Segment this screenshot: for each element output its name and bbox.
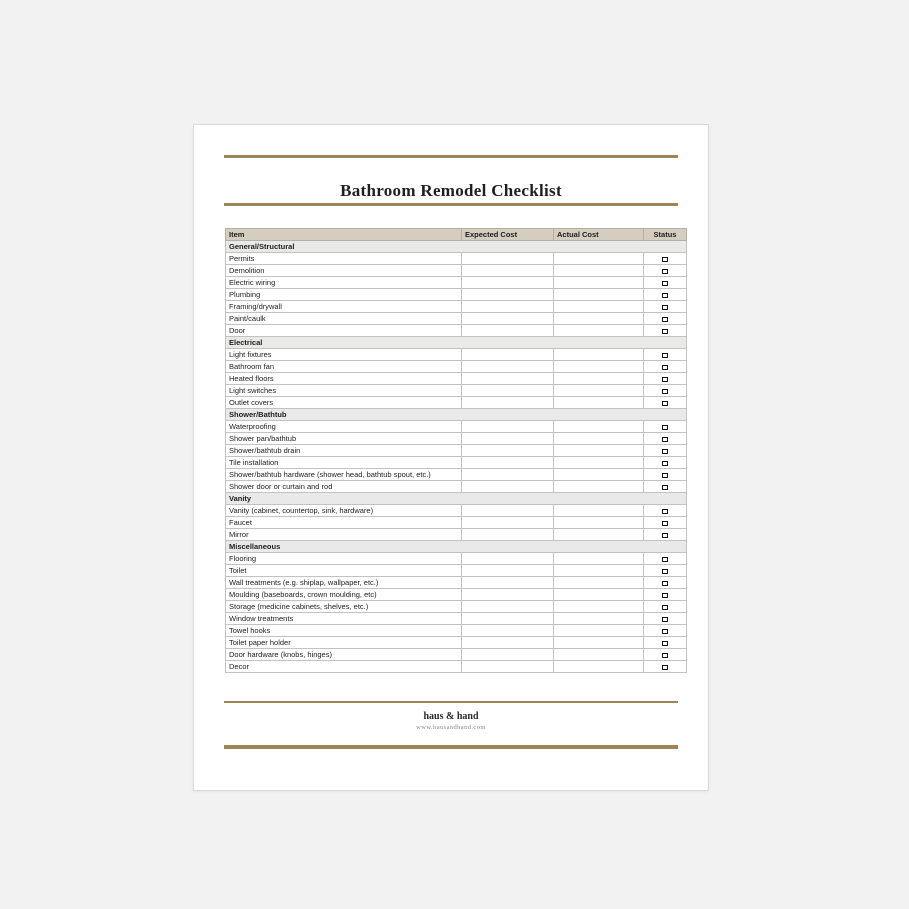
expected-cost-cell[interactable] [462,565,554,577]
item-row [226,313,687,325]
status-cell [644,565,687,577]
actual-cost-cell[interactable] [554,457,644,469]
status-cell [644,481,687,493]
item-label: Tile installation [226,457,462,469]
actual-cost-cell[interactable] [554,481,644,493]
status-cell [644,277,687,289]
actual-cost-cell[interactable] [554,289,644,301]
actual-cost-cell[interactable] [554,625,644,637]
item-label: Framing/drywall [226,301,462,313]
status-cell [644,577,687,589]
status-cell [644,457,687,469]
actual-cost-cell[interactable] [554,277,644,289]
status-checkbox-icon[interactable] [662,449,668,454]
status-cell [644,361,687,373]
actual-cost-cell[interactable] [554,553,644,565]
expected-cost-cell[interactable] [462,445,554,457]
expected-cost-cell[interactable] [462,613,554,625]
actual-cost-cell[interactable] [554,649,644,661]
status-cell [644,265,687,277]
status-checkbox-icon[interactable] [662,425,668,430]
item-label: Toilet paper holder [226,637,462,649]
status-cell [644,469,687,481]
item-label: Bathroom fan [226,361,462,373]
status-cell [644,625,687,637]
expected-cost-cell[interactable] [462,625,554,637]
actual-cost-cell[interactable] [554,589,644,601]
expected-cost-cell[interactable] [462,553,554,565]
status-cell [644,517,687,529]
item-label: Shower/bathtub drain [226,445,462,457]
footer-bottom-rule [224,745,678,749]
expected-cost-cell[interactable] [462,277,554,289]
expected-cost-cell[interactable] [462,433,554,445]
item-label: Mirror [226,529,462,541]
item-row [226,325,687,337]
status-checkbox-icon[interactable] [662,665,668,670]
item-label: Shower door or curtain and rod [226,481,462,493]
footer-brand: haus & hand [423,711,479,722]
item-label: Window treatments [226,613,462,625]
status-cell [644,529,687,541]
item-label: Plumbing [226,289,462,301]
status-checkbox-icon[interactable] [662,629,668,634]
section-label: Shower/Bathtub [226,409,687,421]
status-checkbox-icon[interactable] [662,617,668,622]
item-label: Waterproofing [226,421,462,433]
expected-cost-cell[interactable] [462,529,554,541]
status-cell [644,613,687,625]
item-row [226,577,687,589]
item-label: Outlet covers [226,397,462,409]
actual-cost-cell[interactable] [554,601,644,613]
expected-cost-cell[interactable] [462,589,554,601]
section-row [226,409,687,421]
status-cell [644,373,687,385]
item-label: Permits [226,253,462,265]
expected-cost-cell[interactable] [462,325,554,337]
column-header-item: Item [226,229,462,241]
status-checkbox-icon[interactable] [662,653,668,658]
item-label: Heated floors [226,373,462,385]
expected-cost-cell[interactable] [462,457,554,469]
status-checkbox-icon[interactable] [662,569,668,574]
status-cell [644,385,687,397]
actual-cost-cell[interactable] [554,565,644,577]
status-cell [644,661,687,673]
expected-cost-cell[interactable] [462,373,554,385]
actual-cost-cell[interactable] [554,433,644,445]
item-row [226,361,687,373]
item-row [226,529,687,541]
actual-cost-cell[interactable] [554,445,644,457]
status-cell [644,601,687,613]
expected-cost-cell[interactable] [462,385,554,397]
status-checkbox-icon[interactable] [662,485,668,490]
actual-cost-cell[interactable] [554,361,644,373]
status-checkbox-icon[interactable] [662,365,668,370]
item-label: Door [226,325,462,337]
item-label: Vanity (cabinet, countertop, sink, hardware) [226,505,462,517]
item-row [226,649,687,661]
expected-cost-cell[interactable] [462,505,554,517]
item-label: Storage (medicine cabinets, shelves, etc.) [226,601,462,613]
item-label: Decor [226,661,462,673]
item-label: Toilet [226,565,462,577]
item-row [226,469,687,481]
status-checkbox-icon[interactable] [662,593,668,598]
section-label: Vanity [226,493,687,505]
status-checkbox-icon[interactable] [662,305,668,310]
status-checkbox-icon[interactable] [662,377,668,382]
status-checkbox-icon[interactable] [662,461,668,466]
item-label: Towel hooks [226,625,462,637]
header-bottom-rule [224,203,678,206]
actual-cost-cell[interactable] [554,529,644,541]
actual-cost-cell[interactable] [554,505,644,517]
item-label: Electric wiring [226,277,462,289]
item-row [226,637,687,649]
status-cell [644,289,687,301]
item-row [226,601,687,613]
expected-cost-cell[interactable] [462,349,554,361]
expected-cost-cell[interactable] [462,517,554,529]
item-row [226,397,687,409]
item-label: Shower pan/bathtub [226,433,462,445]
actual-cost-cell[interactable] [554,313,644,325]
status-cell [644,397,687,409]
status-cell [644,253,687,265]
actual-cost-cell[interactable] [554,301,644,313]
actual-cost-cell[interactable] [554,253,644,265]
section-row [226,493,687,505]
item-row [226,373,687,385]
table-header-row [226,229,687,241]
item-row [226,457,687,469]
item-row [226,613,687,625]
item-label: Wall treatments (e.g. shiplap, wallpaper, etc.) [226,577,462,589]
actual-cost-cell[interactable] [554,265,644,277]
expected-cost-cell[interactable] [462,637,554,649]
actual-cost-cell[interactable] [554,397,644,409]
item-row [226,481,687,493]
status-checkbox-icon[interactable] [662,557,668,562]
item-row [226,553,687,565]
item-row [226,289,687,301]
actual-cost-cell[interactable] [554,373,644,385]
checklist-table [225,228,687,673]
item-row [226,421,687,433]
section-label: Electrical [226,337,687,349]
column-header-expected-cost: Expected Cost [462,229,554,241]
actual-cost-cell[interactable] [554,517,644,529]
expected-cost-cell[interactable] [462,253,554,265]
status-checkbox-icon[interactable] [662,521,668,526]
actual-cost-cell[interactable] [554,613,644,625]
status-checkbox-icon[interactable] [662,605,668,610]
section-label: Miscellaneous [226,541,687,553]
actual-cost-cell[interactable] [554,469,644,481]
status-cell [644,637,687,649]
status-checkbox-icon[interactable] [662,389,668,394]
item-row [226,253,687,265]
item-row [226,301,687,313]
item-row [226,517,687,529]
document-page [193,124,709,791]
expected-cost-cell[interactable] [462,313,554,325]
column-header-actual-cost: Actual Cost [554,229,644,241]
item-label: Door hardware (knobs, hinges) [226,649,462,661]
status-checkbox-icon[interactable] [662,257,668,262]
expected-cost-cell[interactable] [462,301,554,313]
item-row [226,589,687,601]
status-checkbox-icon[interactable] [662,581,668,586]
expected-cost-cell[interactable] [462,469,554,481]
item-row [226,505,687,517]
actual-cost-cell[interactable] [554,577,644,589]
item-label: Shower/bathtub hardware (shower head, bathtub spout, etc.) [226,469,462,481]
status-checkbox-icon[interactable] [662,473,668,478]
actual-cost-cell[interactable] [554,349,644,361]
expected-cost-cell[interactable] [462,421,554,433]
expected-cost-cell[interactable] [462,289,554,301]
status-checkbox-icon[interactable] [662,281,668,286]
item-row [226,349,687,361]
expected-cost-cell[interactable] [462,265,554,277]
item-row [226,277,687,289]
status-cell [644,421,687,433]
item-row [226,445,687,457]
page-title: Bathroom Remodel Checklist [340,181,562,201]
column-header-status: Status [644,229,687,241]
status-checkbox-icon[interactable] [662,641,668,646]
expected-cost-cell[interactable] [462,481,554,493]
status-cell [644,325,687,337]
item-row [226,385,687,397]
status-cell [644,445,687,457]
item-row [226,661,687,673]
actual-cost-cell[interactable] [554,325,644,337]
actual-cost-cell[interactable] [554,385,644,397]
status-cell [644,505,687,517]
item-label: Flooring [226,553,462,565]
section-label: General/Structural [226,241,687,253]
status-cell [644,553,687,565]
status-cell [644,313,687,325]
checklist-table-body [226,241,687,673]
footer-top-rule [224,701,678,703]
status-checkbox-icon[interactable] [662,401,668,406]
section-row [226,337,687,349]
expected-cost-cell[interactable] [462,661,554,673]
item-row [226,565,687,577]
status-cell [644,301,687,313]
expected-cost-cell[interactable] [462,397,554,409]
status-cell [644,349,687,361]
item-row [226,265,687,277]
status-checkbox-icon[interactable] [662,509,668,514]
status-cell [644,589,687,601]
status-checkbox-icon[interactable] [662,293,668,298]
item-label: Demolition [226,265,462,277]
item-row [226,625,687,637]
status-checkbox-icon[interactable] [662,353,668,358]
expected-cost-cell[interactable] [462,649,554,661]
item-label: Light switches [226,385,462,397]
header-top-rule [224,155,678,158]
status-checkbox-icon[interactable] [662,317,668,322]
section-row [226,241,687,253]
item-label: Moulding (baseboards, crown moulding, etc) [226,589,462,601]
status-checkbox-icon[interactable] [662,329,668,334]
status-checkbox-icon[interactable] [662,533,668,538]
status-cell [644,649,687,661]
expected-cost-cell[interactable] [462,361,554,373]
actual-cost-cell[interactable] [554,661,644,673]
status-checkbox-icon[interactable] [662,269,668,274]
item-label: Faucet [226,517,462,529]
item-row [226,433,687,445]
status-checkbox-icon[interactable] [662,437,668,442]
expected-cost-cell[interactable] [462,577,554,589]
expected-cost-cell[interactable] [462,601,554,613]
footer-website: www.hausandhand.com [416,724,486,731]
item-label: Light fixtures [226,349,462,361]
actual-cost-cell[interactable] [554,637,644,649]
status-cell [644,433,687,445]
section-row [226,541,687,553]
actual-cost-cell[interactable] [554,421,644,433]
item-label: Paint/caulk [226,313,462,325]
